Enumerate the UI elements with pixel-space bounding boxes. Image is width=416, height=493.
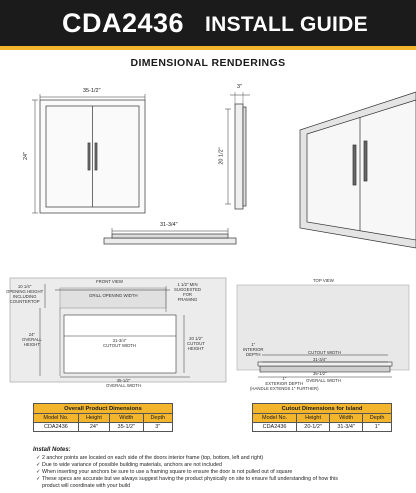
note-text: 2 anchor points are located on each side of the doors interior frame (top, bottom, left and right) bbox=[42, 455, 264, 461]
grill-opening-label: GRILL OPENING WIDTH bbox=[89, 293, 138, 298]
overall-height-label: 24" OVERALL HEIGHT bbox=[22, 332, 42, 347]
bottom-width-dimension: 31-3/4" bbox=[160, 222, 178, 228]
table-cell: CDA2436 bbox=[253, 423, 297, 432]
depth-dimension: 3" bbox=[237, 84, 243, 90]
product-table-caption: Overall Product Dimensions bbox=[34, 404, 173, 414]
top-overall-value: 35-1/2" bbox=[313, 371, 327, 376]
table-header: Width bbox=[330, 414, 363, 423]
table-row bbox=[34, 423, 173, 432]
cutout-table-caption: Cutout Dimensions for Island bbox=[253, 404, 392, 414]
table-cell: 1" bbox=[363, 423, 392, 432]
install-notes-title: Install Notes: bbox=[33, 447, 71, 453]
top-cutout-width-label: CUTOUT WIDTH bbox=[308, 350, 342, 355]
install-guide-title: INSTALL GUIDE bbox=[205, 13, 368, 36]
table-header: Height bbox=[78, 414, 109, 423]
top-view-title: TOP VIEW bbox=[313, 278, 334, 283]
opening-height-label: 10 1/4" OPENING HEIGHT INCLUDING COUNTERTOP bbox=[6, 284, 44, 304]
list-item: ✓ These specs are accurate but we always suggest having the product physically on site to ensure full understanding of how this bbox=[36, 476, 338, 482]
exterior-depth-label: 1" EXTERIOR DEPTH (HANDLE EXTENDS 1" FURTHER) bbox=[250, 376, 319, 391]
top-overall-width-label: OVERALL WIDTH bbox=[306, 378, 341, 383]
table-header: Depth bbox=[143, 414, 172, 423]
list-item-continued bbox=[36, 483, 130, 489]
table-header: Depth bbox=[363, 414, 392, 423]
table-cell: CDA2436 bbox=[34, 423, 79, 432]
width-dimension: 35-1/2" bbox=[83, 88, 101, 94]
table-header: Width bbox=[109, 414, 143, 423]
section-title: DIMENSIONAL RENDERINGS bbox=[130, 57, 286, 69]
note-text: When inserting your anchors be sure to use a framing square to ensure the door is not pulled out of square bbox=[42, 469, 293, 475]
overall-width-label: 35-1/2" OVERALL WIDTH bbox=[106, 378, 141, 388]
list-item: ✓ When inserting your anchors be sure to use a framing square to ensure the door is not pulled out of square bbox=[36, 469, 293, 475]
list-item: ✓ 2 anchor points are located on each side of the doors interior frame (top, bottom, left and right) bbox=[36, 455, 264, 461]
table-cell: 31-3/4" bbox=[330, 423, 363, 432]
top-view-drawing bbox=[237, 285, 409, 377]
side-profile-drawing bbox=[225, 92, 250, 209]
list-item: ✓ Due to wide variance of possible building materials, anchors are not included bbox=[36, 462, 222, 468]
front-view-title: FRONT VIEW bbox=[96, 279, 123, 284]
top-cutout-value: 31-3/4" bbox=[313, 357, 327, 362]
table-cell: 35-1/2" bbox=[109, 423, 143, 432]
front-door-drawing bbox=[32, 94, 145, 213]
table-row bbox=[253, 423, 392, 432]
table-cell: 24" bbox=[78, 423, 109, 432]
table-header: Model No. bbox=[34, 414, 79, 423]
note-text: product will coordinate with your build bbox=[42, 483, 131, 489]
model-number: CDA2436 bbox=[62, 8, 185, 38]
table-header: Height bbox=[297, 414, 330, 423]
table-cell: 3" bbox=[143, 423, 172, 432]
cutout-dimensions-table bbox=[252, 403, 392, 432]
min-framing-label: 1 1/2" MIN SUGGESTED FOR FRAMING bbox=[174, 282, 201, 302]
height-dimension: 24" bbox=[23, 151, 30, 161]
side-height-dimension: 20 1/2" bbox=[218, 147, 225, 165]
table-header: Model No. bbox=[253, 414, 297, 423]
cutout-height-label: 20 1/2" CUTOUT HEIGHT bbox=[187, 336, 205, 351]
product-dimensions-table bbox=[33, 403, 173, 432]
bottom-profile-drawing bbox=[104, 228, 236, 244]
cutout-width-label: 31-3/4" CUTOUT WIDTH bbox=[103, 338, 137, 348]
perspective-door-drawing bbox=[300, 92, 416, 248]
interior-depth-label: 1" INTERIOR DEPTH bbox=[243, 342, 264, 357]
note-text: These specs are accurate but we always suggest having the product physically on site to ensure full understanding of how this bbox=[42, 476, 338, 482]
table-cell: 20-1/2" bbox=[297, 423, 330, 432]
note-text: Due to wide variance of possible building materials, anchors are not included bbox=[42, 462, 222, 468]
